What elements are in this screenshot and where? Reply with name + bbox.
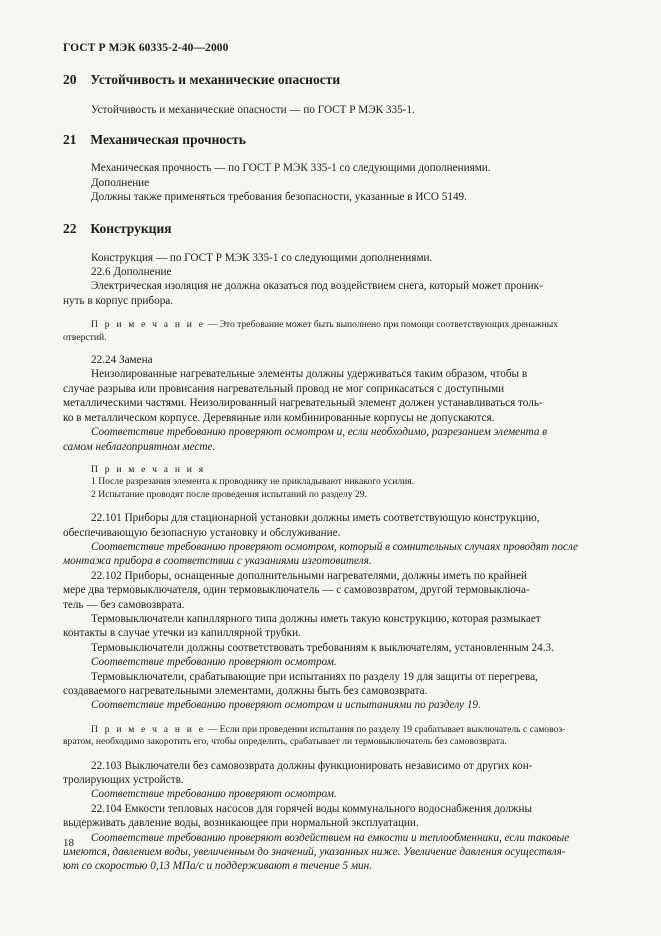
clause-22-102-capillary-line1: Термовыключатели капиллярного типа должны иметь такую конструкцию, которая размыкает: [91, 612, 541, 625]
clause-22-6-text: [91, 279, 599, 293]
section-22-number: 22: [63, 220, 77, 236]
clause-22-102-line2: мере два термовыключателя, один термовыключатель — с самовозвратом, другой термовыключа-: [63, 584, 530, 597]
clause-22-101-check-line1: Соответствие требованию проверяют осмотром, который в сомнительных случаях проводят после: [91, 540, 579, 553]
clause-22-101-line1: 22.101 Приборы для стационарной установки должны иметь соответствующую конструкцию,: [91, 512, 540, 525]
section-21-title: Механическая прочность: [90, 132, 246, 148]
clause-22-24-line1: Неизолированные нагревательные элементы должны удерживаться таким образом, чтобы в: [91, 368, 528, 381]
clause-22-6-line1: Электрическая изоляция не должна оказаться под воздействием снега, который может проник-: [91, 280, 543, 293]
section-20-heading: [63, 71, 599, 89]
clause-22-102-line3: тель — без самовозврата.: [63, 598, 185, 611]
section-22-heading: [63, 220, 599, 238]
clause-22-102-overheat-line2: создаваемого нагревательными элементами, должны быть без самовозврата.: [63, 685, 428, 697]
clause-22-103-line1: 22.103 Выключатели без самовозврата должны функционировать независимо от других кон-: [91, 759, 533, 772]
clause-22-102-check: Соответствие требованию проверяют осмотром.: [91, 656, 337, 669]
section-22-title: Конструкция: [90, 220, 172, 236]
section-21-requirement: Должны также применяться требования безопасности, указанные в ИСО 5149.: [91, 191, 467, 204]
note-22-102: [91, 724, 599, 736]
notes-22-24-label: [91, 464, 599, 476]
section-20-number: 20: [63, 72, 77, 87]
clause-22-101-check-line2: монтажа прибора в соответствии с указаниями изготовителя.: [63, 555, 372, 568]
clause-22-102-check-19: Соответствие требованию проверяют осмотром и испытаниями по разделу 19.: [91, 699, 481, 712]
section-21-number: 21: [63, 132, 77, 148]
clause-22-24-line2: случае разрыва или провисания нагревательный провод не мог соприкасаться с доступными: [63, 382, 505, 395]
notes-22-24-item2: 2 Испытание проводят после проведения испытаний по разделу 29.: [91, 488, 367, 500]
page-number: 18: [63, 837, 74, 849]
note-22-6: [91, 319, 599, 331]
clause-22-24-check-line2: самом неблагоприятном месте.: [63, 440, 216, 453]
clause-22-102-requirements: Термовыключатели должны соответствовать требованиям к выключателям, установленным 24.3.: [91, 641, 554, 654]
clause-22-24-check-line1: Соответствие требованию проверяют осмотром и, если необходимо, разрезанием элемента в: [91, 426, 548, 439]
clause-22-24-line4: ко в металлическом корпусе. Деревянные или комбинированные корпусы не допускаются.: [63, 411, 495, 424]
note-text: — Это требование может быть выполнено при помощи соответствующих дренажных: [205, 319, 558, 331]
note-text: — Если при проведении испытания по разделу 19 срабатывает выключатель с самовоз-: [205, 723, 566, 735]
clause-22-101-line2: обеспечивающую безопасную установку и обслуживание.: [63, 526, 341, 539]
clause-22-6-title: 22.6 Дополнение: [91, 266, 172, 279]
clause-22-6-line2: нуть в корпус прибора.: [63, 294, 174, 307]
clause-22-104-line1: 22.104 Емкости тепловых насосов для горячей воды коммунального водоснабжения должны: [91, 802, 533, 815]
section-21-text: Механическая прочность — по ГОСТ Р МЭК 335-1 со следующими дополнениями.: [91, 162, 491, 175]
document-header: ГОСТ Р МЭК 60335-2-40—2000: [63, 42, 229, 54]
clause-22-102-overheat-line1: Термовыключатели, срабатывающие при испытаниях по разделу 19 для защиты от перегрева,: [91, 670, 538, 683]
clause-22-104-check-line2: имеются, давлением воды, увеличенным до значений, указанных ниже. Увеличение давления осуществля-: [63, 846, 566, 859]
clause-22-102-capillary-line2: контакты в случае утечки из капиллярной трубки.: [63, 627, 301, 640]
notes-label: П р и м е ч а н и я: [91, 463, 206, 475]
section-21-heading: [63, 131, 599, 149]
clause-22-24-title: 22.24 Замена: [91, 354, 153, 367]
note-22-6-cont: отверстий.: [63, 331, 107, 343]
clause-22-103-line2: тролирующих устройств.: [63, 774, 184, 787]
clause-22-104-check-line3: ют со скоростью 0,13 МПа/с и поддерживают в течение 5 мин.: [63, 860, 372, 873]
section-22-text: Конструкция — по ГОСТ Р МЭК 335-1 со следующими дополнениями.: [91, 251, 433, 264]
clause-22-104-line2: выдерживать давление воды, возникающее при нормальной эксплуатации.: [63, 817, 419, 830]
clause-22-103-check: Соответствие требованию проверяют осмотром.: [91, 788, 337, 801]
section-20-title: Устойчивость и механические опасности: [90, 72, 341, 87]
section-21-addition: Дополнение: [91, 176, 150, 189]
section-20-text: Устойчивость и механические опасности — по ГОСТ Р МЭК 335-1.: [91, 104, 415, 116]
note-22-102-cont: вратом, необходимо закоротить его, чтобы определить, срабатывает ли термовыключатель без самовозврата.: [63, 736, 507, 748]
clause-22-24-line3: металлическими частями. Неизолированный нагревательный элемент должен устанавливаться толь-: [63, 397, 543, 410]
clause-22-104-check-line1: Соответствие требованию проверяют воздействием на емкости и теплообменники, если таковые: [91, 831, 570, 844]
clause-22-102-line1: 22.102 Приборы, оснащенные дополнительными нагревателями, должны иметь по крайней: [91, 569, 528, 582]
notes-22-24-item1: 1 После разрезания элемента к проводнику не прикладывают никакого усилия.: [91, 476, 415, 488]
note-label: П р и м е ч а н и е: [91, 319, 206, 331]
note-label: П р и м е ч а н и е: [91, 723, 206, 735]
